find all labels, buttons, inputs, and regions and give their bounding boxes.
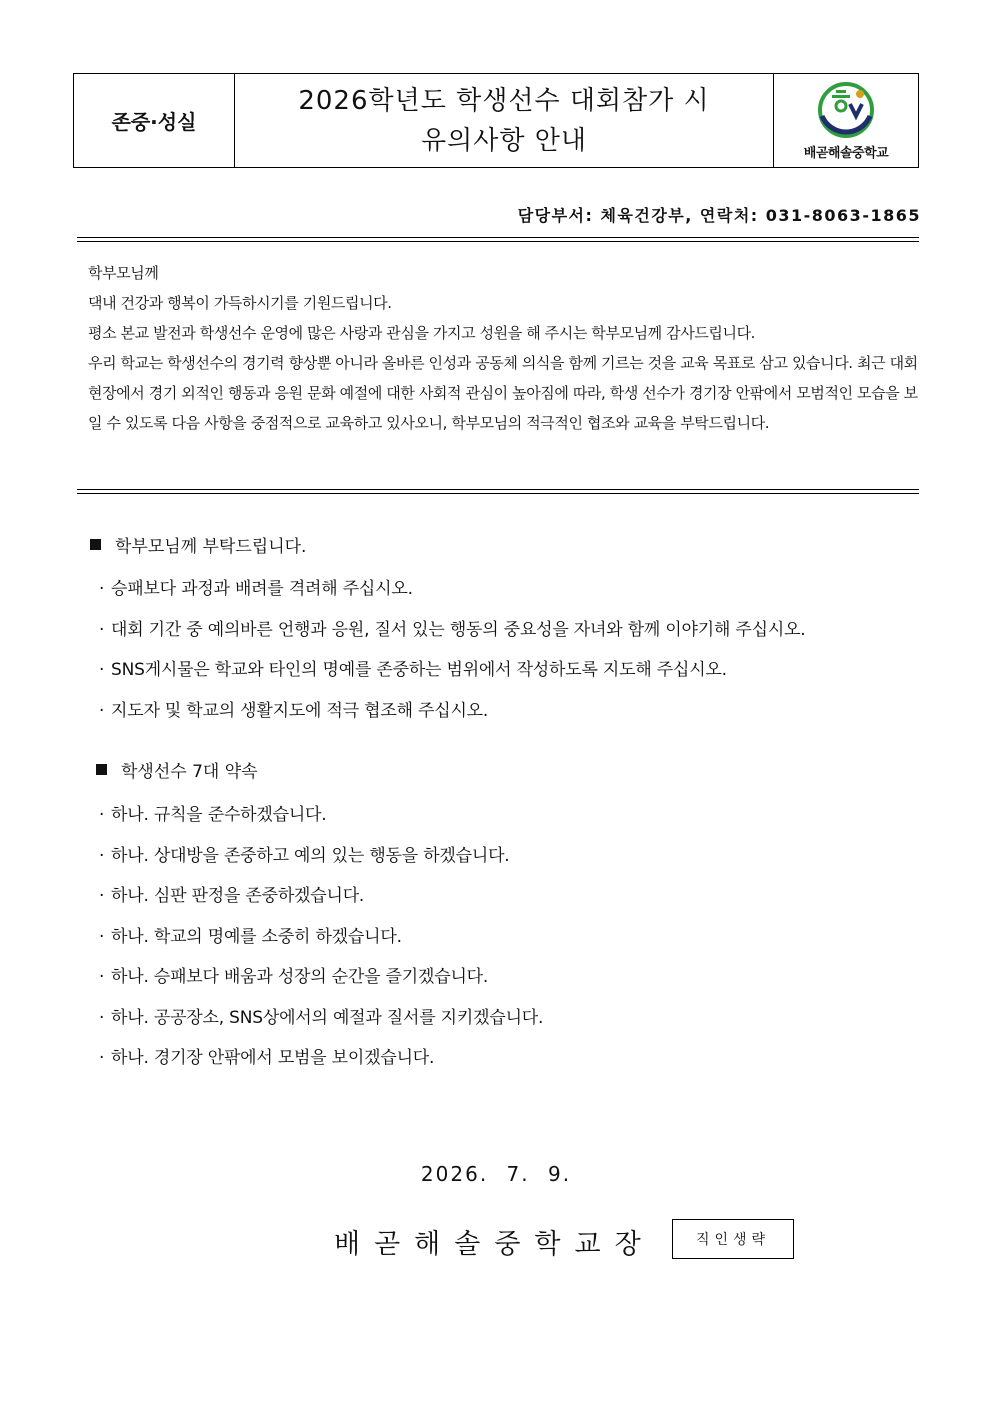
list-item-text: 하나. 심판 판정을 존중하겠습니다. (111, 886, 365, 906)
divider-top (77, 237, 919, 242)
list-item (96, 957, 543, 998)
bullet: · (99, 579, 105, 599)
section-heading (90, 530, 806, 558)
greeting-paragraph-2: 평소 본교 발전과 학생선수 운영에 많은 사랑과 관심을 가지고 성원을 해 주시는 학부모님께 감사드립니다. (88, 324, 756, 342)
list-item (96, 917, 543, 958)
bullet: · (99, 660, 105, 680)
bullet: · (99, 926, 105, 947)
bullet: · (99, 619, 105, 640)
bullet: · (99, 1007, 105, 1028)
title-line-2: 유의사항 안내 (421, 125, 587, 156)
list-item-text: 승패보다 과정과 배려를 격려해 주십시오. (111, 579, 413, 599)
list-item (90, 650, 806, 691)
bullet: · (99, 700, 105, 721)
list-item-text: SNS게시물은 학교와 타인의 명예를 존중하는 범위에서 작성하도록 지도해 주십시오. (111, 660, 727, 680)
list-item-text: 하나. 상대방을 존중하고 예의 있는 행동을 하겠습니다. (111, 845, 510, 866)
list-item (96, 998, 543, 1039)
list-item-text: 하나. 경기장 안팎에서 모범을 보이겠습니다. (111, 1048, 435, 1068)
list-item (96, 836, 543, 877)
bullet: · (99, 845, 105, 866)
contact-info: 담당부서: 체육건강부, 연락처: 031-8063-1865 (517, 206, 921, 225)
athlete-promises-section (96, 755, 543, 1079)
list-item-text: 하나. 학교의 명예를 소중히 하겠습니다. (111, 926, 402, 947)
bullet: · (99, 967, 105, 987)
bullet: · (99, 886, 105, 906)
header-table (73, 73, 919, 168)
motto-text: 존중·성실 (111, 110, 197, 134)
document-date: 2026. 7. 9. (420, 1162, 572, 1186)
school-logo-name: 배곧해솔중학교 (803, 146, 889, 161)
bullet: · (99, 805, 105, 825)
list-item (96, 1038, 543, 1079)
list-item-text: 대회 기간 중 예의바른 언행과 응원, 질서 있는 행동의 중요성을 자녀와 함께 이야기해 주십시오. (111, 619, 806, 640)
bullet: · (99, 1048, 105, 1068)
document-title (235, 74, 774, 167)
list-item (96, 876, 543, 917)
list-item-text: 하나. 공공장소, SNS상에서의 예절과 질서를 지키겠습니다. (111, 1007, 544, 1028)
square-bullet-icon (90, 539, 101, 550)
parents-request-section (90, 530, 806, 731)
greeting-paragraph-3: 우리 학교는 학생선수의 경기력 향상뿐 아니라 올바른 인성과 공동체 의식을 함께 기르는 것을 교육 목표로 삼고 있습니다. 최근 대회 현장에서 경기 외적인 행동과 응원 문화 예절에 대한 사회적 관심이 높아짐에 따라, 학생 선수가 경기장 안팎에서 모범적인 모습을 보일 수 있도록 다음 사항을 중점적으로 교육하고 있사오니, 학부모님의 적극적인 협조와 교육을 부탁드립니다. (88, 354, 918, 432)
list-item-text: 하나. 규칙을 준수하겠습니다. (111, 805, 327, 825)
school-motto (74, 74, 235, 167)
school-emblem-icon (814, 80, 878, 140)
principal-signature: 배곧해솔중학교장 (334, 1229, 655, 1260)
greeting-paragraph-1: 댁내 건강과 행복이 가득하시기를 기원드립니다. (88, 294, 392, 312)
title-line-1: 2026학년도 학생선수 대회참가 시 (298, 85, 710, 116)
list-item (96, 795, 543, 836)
list-item (90, 691, 806, 732)
divider-bottom (77, 489, 919, 494)
greeting-letter (88, 258, 918, 438)
school-logo (774, 74, 918, 167)
square-bullet-icon (96, 764, 107, 775)
list-item (90, 610, 806, 651)
greeting-salutation: 학부모님께 (88, 264, 159, 282)
section-heading-text: 학부모님께 부탁드립니다. (115, 536, 307, 557)
list-item-text: 하나. 승패보다 배움과 성장의 순간을 즐기겠습니다. (111, 967, 489, 987)
parents-request-list (90, 569, 806, 731)
section-heading (96, 755, 543, 783)
list-item-text: 지도자 및 학교의 생활지도에 적극 협조해 주십시오. (111, 700, 489, 721)
section-heading-text: 학생선수 7대 약속 (121, 761, 258, 782)
athlete-promises-list (96, 795, 543, 1079)
seal-omitted-box: 직인생략 (672, 1219, 794, 1259)
list-item (90, 569, 806, 610)
